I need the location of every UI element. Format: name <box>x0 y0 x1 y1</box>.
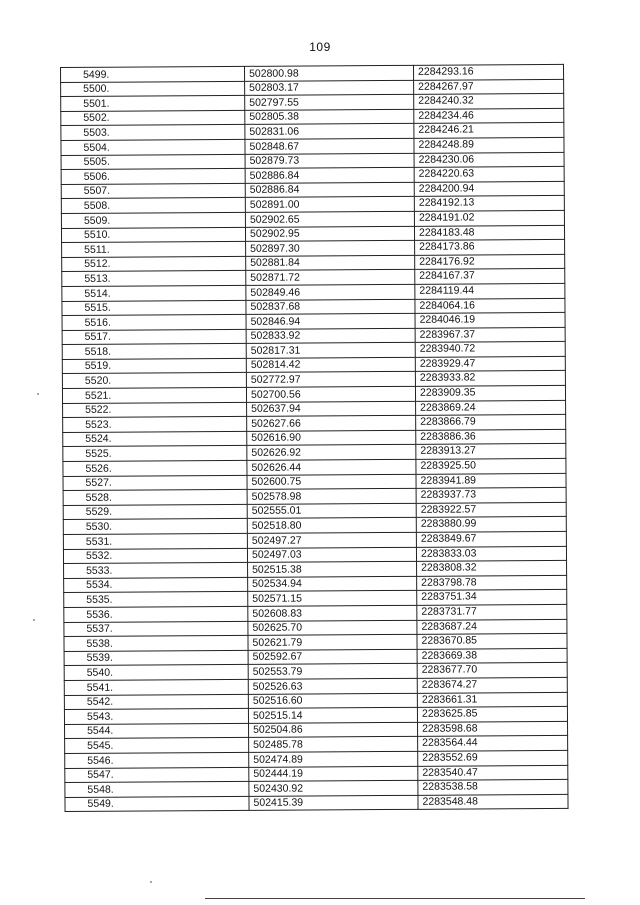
point-number-cell: 5530. <box>63 519 247 535</box>
y-coordinate-cell: 2284267.97 <box>414 79 564 95</box>
point-number-cell: 5539. <box>64 650 248 666</box>
x-coordinate-cell: 502849.46 <box>246 284 415 300</box>
point-number-cell: 5505. <box>61 154 245 170</box>
x-coordinate-cell: 502886.84 <box>245 182 414 198</box>
x-coordinate-cell: 502871.72 <box>246 270 415 286</box>
x-coordinate-cell: 502846.94 <box>246 313 415 329</box>
point-number-cell: 5516. <box>62 314 246 330</box>
x-coordinate-cell: 502891.00 <box>245 197 414 213</box>
point-number-cell: 5521. <box>62 387 246 403</box>
y-coordinate-cell: 2283548.48 <box>418 794 568 810</box>
x-coordinate-cell: 502897.30 <box>246 240 415 256</box>
y-coordinate-cell: 2283940.72 <box>415 342 565 358</box>
x-coordinate-cell: 502886.84 <box>245 167 414 183</box>
point-number-cell: 5542. <box>64 694 248 710</box>
point-number-cell: 5499. <box>61 66 245 82</box>
y-coordinate-cell: 2283731.77 <box>417 604 567 620</box>
point-number-cell: 5503. <box>61 125 245 141</box>
y-coordinate-cell: 2283909.35 <box>415 385 565 401</box>
y-coordinate-cell: 2283540.47 <box>418 765 568 781</box>
x-coordinate-cell: 502881.84 <box>246 255 415 271</box>
point-number-cell: 5537. <box>64 621 248 637</box>
coordinates-table-body <box>61 64 569 811</box>
y-coordinate-cell: 2284046.19 <box>415 313 565 329</box>
x-coordinate-cell: 502902.95 <box>245 226 414 242</box>
point-number-cell: 5522. <box>63 402 247 418</box>
x-coordinate-cell: 502637.94 <box>247 401 416 417</box>
scan-speck <box>150 881 152 883</box>
x-coordinate-cell: 502515.38 <box>248 562 417 578</box>
x-coordinate-cell: 502797.55 <box>245 95 414 111</box>
point-number-cell: 5513. <box>62 271 246 287</box>
point-number-cell: 5517. <box>62 329 246 345</box>
y-coordinate-cell: 2283922.57 <box>416 502 566 518</box>
point-number-cell: 5528. <box>63 490 247 506</box>
y-coordinate-cell: 2283538.58 <box>418 780 568 796</box>
point-number-cell: 5520. <box>62 373 246 389</box>
point-number-cell: 5543. <box>64 708 248 724</box>
x-coordinate-cell: 502800.98 <box>244 65 413 81</box>
y-coordinate-cell: 2283880.99 <box>416 517 566 533</box>
point-number-cell: 5524. <box>63 431 247 447</box>
x-coordinate-cell: 502497.03 <box>247 547 416 563</box>
point-number-cell: 5546. <box>65 752 249 768</box>
point-number-cell: 5538. <box>64 636 248 652</box>
x-coordinate-cell: 502578.98 <box>247 489 416 505</box>
y-coordinate-cell: 2283687.24 <box>417 619 567 635</box>
y-coordinate-cell: 2284234.46 <box>414 108 564 124</box>
point-number-cell: 5500. <box>61 81 245 97</box>
x-coordinate-cell: 502497.27 <box>247 532 416 548</box>
y-coordinate-cell: 2283869.24 <box>416 400 566 416</box>
x-coordinate-cell: 502700.56 <box>246 386 415 402</box>
x-coordinate-cell: 502415.39 <box>249 795 418 811</box>
y-coordinate-cell: 2284240.32 <box>414 94 564 110</box>
x-coordinate-cell: 502626.92 <box>247 445 416 461</box>
x-coordinate-cell: 502627.66 <box>247 416 416 432</box>
point-number-cell: 5545. <box>65 738 249 754</box>
point-number-cell: 5512. <box>62 256 246 272</box>
y-coordinate-cell: 2283886.36 <box>416 429 566 445</box>
point-number-cell: 5532. <box>63 548 247 564</box>
y-coordinate-cell: 2284192.13 <box>414 196 564 212</box>
x-coordinate-cell: 502516.60 <box>248 693 417 709</box>
x-coordinate-cell: 502902.65 <box>245 211 414 227</box>
point-number-cell: 5508. <box>61 198 245 214</box>
y-coordinate-cell: 2284064.16 <box>415 298 565 314</box>
y-coordinate-cell: 2283751.34 <box>417 590 567 606</box>
point-number-cell: 5544. <box>65 723 249 739</box>
y-coordinate-cell: 2283661.31 <box>417 692 567 708</box>
x-coordinate-cell: 502616.90 <box>247 430 416 446</box>
point-number-cell: 5529. <box>63 504 247 520</box>
point-number-cell: 5548. <box>65 781 249 797</box>
point-number-cell: 5507. <box>61 183 245 199</box>
y-coordinate-cell: 2284119.44 <box>415 283 565 299</box>
x-coordinate-cell: 502814.42 <box>246 357 415 373</box>
x-coordinate-cell: 502571.15 <box>248 591 417 607</box>
y-coordinate-cell: 2284183.48 <box>414 225 564 241</box>
point-number-cell: 5518. <box>62 344 246 360</box>
point-number-cell: 5533. <box>64 563 248 579</box>
point-number-cell: 5509. <box>61 212 245 228</box>
x-coordinate-cell: 502803.17 <box>245 80 414 96</box>
point-number-cell: 5525. <box>63 446 247 462</box>
point-number-cell: 5514. <box>62 285 246 301</box>
x-coordinate-cell: 502485.78 <box>249 737 418 753</box>
x-coordinate-cell: 502848.67 <box>245 138 414 154</box>
x-coordinate-cell: 502474.89 <box>249 751 418 767</box>
scan-speck <box>37 393 39 395</box>
x-coordinate-cell: 502831.06 <box>245 124 414 140</box>
point-number-cell: 5501. <box>61 96 245 112</box>
y-coordinate-cell: 2283598.68 <box>418 721 568 737</box>
y-coordinate-cell: 2283625.85 <box>417 707 567 723</box>
y-coordinate-cell: 2283941.89 <box>416 473 566 489</box>
table-row <box>65 794 568 812</box>
x-coordinate-cell: 502772.97 <box>246 372 415 388</box>
point-number-cell: 5541. <box>64 679 248 695</box>
y-coordinate-cell: 2284248.89 <box>414 137 564 153</box>
y-coordinate-cell: 2283925.50 <box>416 458 566 474</box>
point-number-cell: 5502. <box>61 110 245 126</box>
scan-speck <box>33 619 35 621</box>
point-number-cell: 5534. <box>64 577 248 593</box>
coordinates-table <box>60 64 569 812</box>
x-coordinate-cell: 502833.92 <box>246 328 415 344</box>
x-coordinate-cell: 502526.63 <box>248 678 417 694</box>
y-coordinate-cell: 2283552.69 <box>418 750 568 766</box>
y-coordinate-cell: 2284220.63 <box>414 167 564 183</box>
y-coordinate-cell: 2283669.38 <box>417 648 567 664</box>
y-coordinate-cell: 2284176.92 <box>415 254 565 270</box>
point-number-cell: 5540. <box>64 665 248 681</box>
y-coordinate-cell: 2283929.47 <box>415 356 565 372</box>
point-number-cell: 5526. <box>63 460 247 476</box>
x-coordinate-cell: 502600.75 <box>247 474 416 490</box>
point-number-cell: 5504. <box>61 139 245 155</box>
point-number-cell: 5523. <box>63 417 247 433</box>
x-coordinate-cell: 502621.79 <box>248 634 417 650</box>
y-coordinate-cell: 2284167.37 <box>415 269 565 285</box>
x-coordinate-cell: 502534.94 <box>248 576 417 592</box>
point-number-cell: 5527. <box>63 475 247 491</box>
x-coordinate-cell: 502879.73 <box>245 153 414 169</box>
point-number-cell: 5506. <box>61 169 245 185</box>
y-coordinate-cell: 2283798.78 <box>417 575 567 591</box>
point-number-cell: 5511. <box>62 241 246 257</box>
x-coordinate-cell: 502817.31 <box>246 343 415 359</box>
point-number-cell: 5535. <box>64 592 248 608</box>
x-coordinate-cell: 502555.01 <box>247 503 416 519</box>
y-coordinate-cell: 2283913.27 <box>416 444 566 460</box>
x-coordinate-cell: 502608.83 <box>248 605 417 621</box>
y-coordinate-cell: 2284246.21 <box>414 123 564 139</box>
x-coordinate-cell: 502444.19 <box>249 766 418 782</box>
y-coordinate-cell: 2283564.44 <box>418 736 568 752</box>
y-coordinate-cell: 2284200.94 <box>414 181 564 197</box>
y-coordinate-cell: 2283933.82 <box>415 371 565 387</box>
y-coordinate-cell: 2283674.27 <box>417 677 567 693</box>
x-coordinate-cell: 502837.68 <box>246 299 415 315</box>
point-number-cell: 5536. <box>64 606 248 622</box>
y-coordinate-cell: 2284293.16 <box>413 64 563 80</box>
y-coordinate-cell: 2283808.32 <box>417 561 567 577</box>
x-coordinate-cell: 502553.79 <box>248 664 417 680</box>
scan-edge-line <box>205 898 585 899</box>
y-coordinate-cell: 2283937.73 <box>416 488 566 504</box>
point-number-cell: 5510. <box>61 227 245 243</box>
y-coordinate-cell: 2283866.79 <box>416 415 566 431</box>
point-number-cell: 5549. <box>65 796 249 812</box>
y-coordinate-cell: 2284191.02 <box>414 210 564 226</box>
x-coordinate-cell: 502592.67 <box>248 649 417 665</box>
y-coordinate-cell: 2283967.37 <box>415 327 565 343</box>
y-coordinate-cell: 2284230.06 <box>414 152 564 168</box>
point-number-cell: 5547. <box>65 767 249 783</box>
y-coordinate-cell: 2283833.03 <box>416 546 566 562</box>
x-coordinate-cell: 502515.14 <box>248 707 417 723</box>
y-coordinate-cell: 2283849.67 <box>416 531 566 547</box>
point-number-cell: 5519. <box>62 358 246 374</box>
x-coordinate-cell: 502625.70 <box>248 620 417 636</box>
x-coordinate-cell: 502518.80 <box>247 518 416 534</box>
point-number-cell: 5531. <box>63 533 247 549</box>
y-coordinate-cell: 2283670.85 <box>417 634 567 650</box>
x-coordinate-cell: 502805.38 <box>245 109 414 125</box>
y-coordinate-cell: 2283677.70 <box>417 663 567 679</box>
point-number-cell: 5515. <box>62 300 246 316</box>
page-number: 109 <box>309 40 331 54</box>
x-coordinate-cell: 502626.44 <box>247 459 416 475</box>
x-coordinate-cell: 502504.86 <box>249 722 418 738</box>
y-coordinate-cell: 2284173.86 <box>415 240 565 256</box>
coordinates-table-wrapper <box>60 64 575 812</box>
x-coordinate-cell: 502430.92 <box>249 780 418 796</box>
